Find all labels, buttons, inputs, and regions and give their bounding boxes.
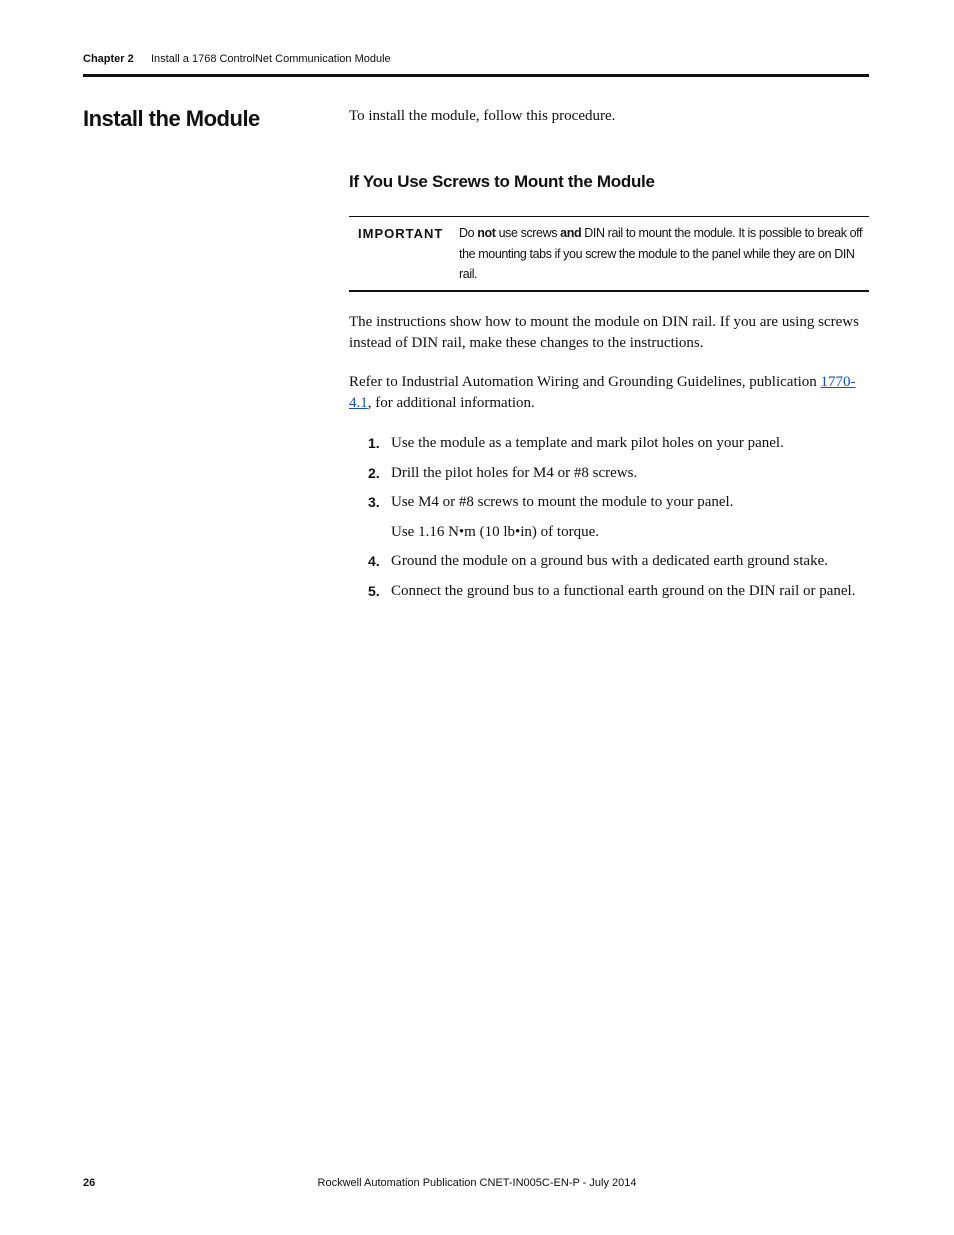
step-text: Use the module as a template and mark pilot holes on your panel. bbox=[391, 435, 784, 451]
section-intro: To install the module, follow this procedure. bbox=[349, 108, 616, 124]
step-number: 1. bbox=[368, 435, 380, 451]
step-text: Use M4 or #8 screws to mount the module to your panel. bbox=[391, 494, 734, 510]
step-detail-text: Use 1.16 N•m (10 lb•in) of torque. bbox=[391, 524, 599, 540]
body-paragraph-2 bbox=[349, 372, 869, 413]
publication-link[interactable]: 1770-4.1 bbox=[349, 374, 856, 411]
step-number: 5. bbox=[368, 583, 380, 599]
important-text-part2: use screws bbox=[495, 226, 561, 240]
important-text bbox=[459, 223, 869, 285]
para2-prefix: Refer to Industrial Automation Wiring and Grounding Guidelines, publication bbox=[349, 374, 821, 390]
body-paragraph-1: The instructions show how to mount the module on DIN rail. If you are using screws instead of DIN rail, make these changes to the instructions. bbox=[349, 314, 859, 351]
para2-suffix: , for additional information. bbox=[367, 394, 535, 411]
step-text: Drill the pilot holes for M4 or #8 screws. bbox=[391, 465, 638, 481]
header-rule bbox=[83, 74, 869, 77]
important-bottom-rule bbox=[349, 290, 869, 292]
important-text-bold-not: not bbox=[477, 226, 496, 240]
important-text-part3: DIN rail to mount the module. It is possible to break off the mounting tabs if you screw the module to the panel while they are on DIN rail. bbox=[459, 226, 863, 281]
step-text: Connect the ground bus to a functional earth ground on the DIN rail or panel. bbox=[391, 583, 856, 599]
page-number: 26 bbox=[83, 1177, 96, 1189]
step-number: 2. bbox=[368, 465, 380, 481]
step-number: 4. bbox=[368, 553, 380, 569]
important-top-rule bbox=[349, 216, 869, 217]
section-title: Install the Module bbox=[83, 106, 260, 131]
important-label: IMPORTANT bbox=[358, 226, 444, 241]
important-text-part1: Do bbox=[459, 226, 478, 240]
step-number: 3. bbox=[368, 494, 380, 510]
step-text: Ground the module on a ground bus with a dedicated earth ground stake. bbox=[391, 553, 828, 569]
page-header bbox=[83, 53, 869, 73]
chapter-label: Chapter 2 bbox=[83, 53, 134, 65]
subsection-title: If You Use Screws to Mount the Module bbox=[349, 172, 655, 191]
important-text-bold-and: and bbox=[560, 226, 582, 240]
chapter-title: Install a 1768 ControlNet Communication Module bbox=[151, 53, 391, 65]
publication-footer: Rockwell Automation Publication CNET-IN005C-EN-P - July 2014 bbox=[317, 1177, 637, 1189]
